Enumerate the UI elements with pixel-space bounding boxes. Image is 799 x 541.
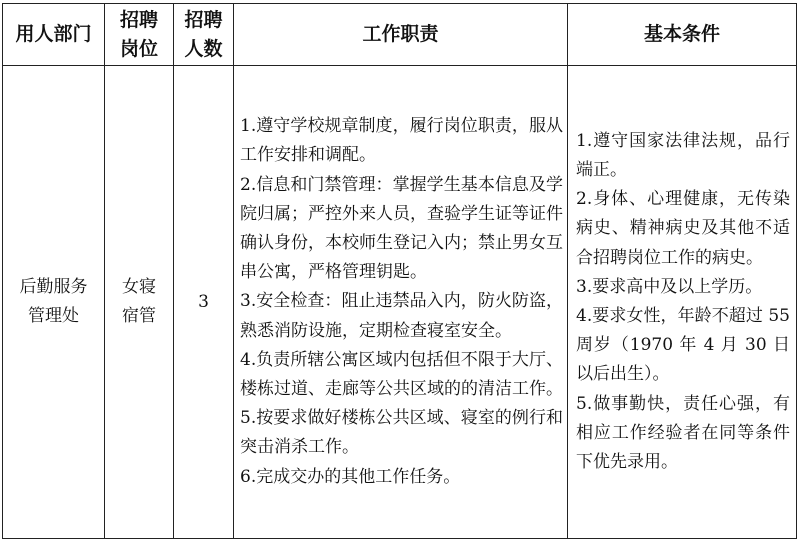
position-line1: 女寝 (122, 277, 156, 297)
duty-item: 2.信息和门禁管理：掌握学生基本信息及学院归属；严控外来人员，查验学生证等证件确认身份，本校师生登记入内；禁止男女互串公寓，严格管理钥匙。 (240, 174, 563, 283)
duty-item: 4.负责所辖公寓区域内包括但不限于大厅、楼栋过道、走廊等公共区域的的清洁工作。 (240, 349, 563, 399)
department-cell (3, 66, 105, 539)
header-position-line1: 招聘 (119, 8, 158, 31)
condition-item: 5.做事勤快，责任心强，有相应工作经验者在同等条件下优先录用。 (576, 393, 790, 473)
duty-item: 6.完成交办的其他工作任务。 (240, 466, 461, 487)
header-position-line2: 岗位 (119, 37, 158, 60)
header-conditions: 基本条件 (568, 4, 797, 66)
position-line2: 宿管 (122, 306, 156, 326)
header-row (3, 4, 797, 66)
header-position (105, 4, 174, 66)
position-cell (105, 66, 174, 539)
duties-cell (234, 66, 568, 539)
header-duties: 工作职责 (234, 4, 568, 66)
department-line1: 后勤服务 (19, 277, 88, 297)
recruitment-table (2, 3, 797, 539)
header-count-line1: 招聘 (184, 8, 223, 31)
duty-item: 3.安全检查：阻止违禁品入内，防火防盗，熟悉消防设施，定期检查寝室安全。 (240, 291, 563, 341)
condition-item: 3.要求高中及以上学历。 (576, 276, 763, 297)
duty-item: 5.按要求做好楼栋公共区域、寝室的例行和突击消杀工作。 (240, 408, 563, 458)
header-department: 用人部门 (3, 4, 105, 66)
table-row (3, 66, 797, 539)
duty-item: 1.遵守学校规章制度，履行岗位职责，服从工作安排和调配。 (240, 116, 563, 166)
header-count-line2: 人数 (184, 37, 223, 60)
conditions-cell (568, 66, 797, 539)
condition-item: 4.要求女性，年龄不超过 55 周岁（1970 年 4 月 30 日以后出生）。 (576, 306, 790, 385)
department-line2: 管理处 (28, 306, 79, 326)
count-cell: 3 (174, 66, 234, 539)
condition-item: 1.遵守国家法律法规，品行端正。 (576, 130, 790, 180)
condition-item: 2.身体、心理健康，无传染病史、精神病史及其他不适合招聘岗位工作的病史。 (576, 189, 790, 268)
header-count (174, 4, 234, 66)
